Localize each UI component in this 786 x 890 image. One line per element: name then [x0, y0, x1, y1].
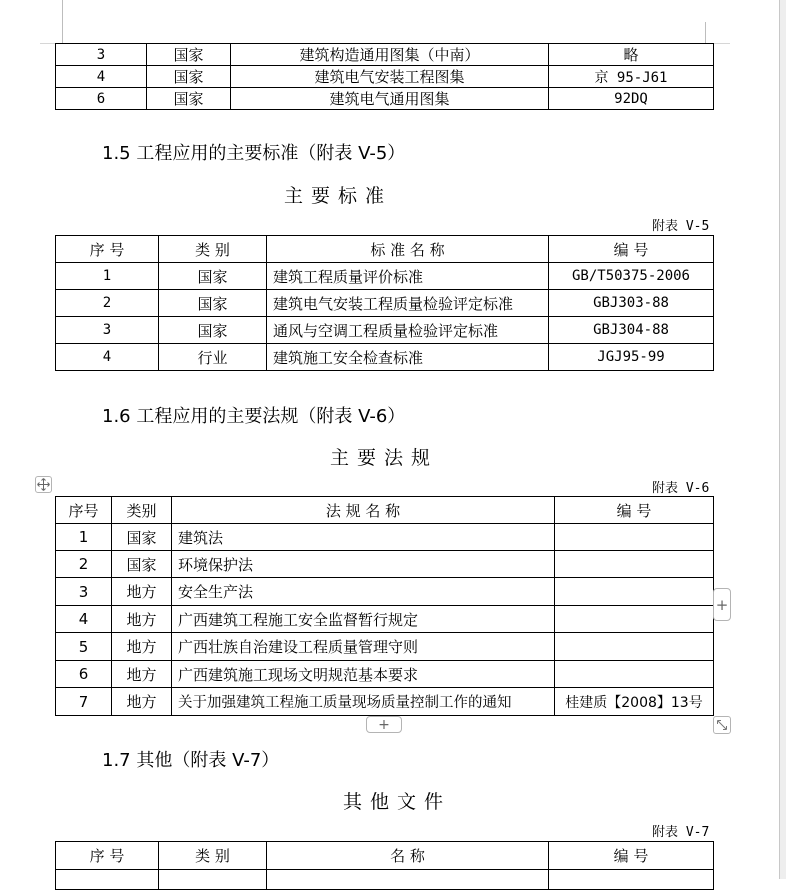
- cell-category: 行业: [159, 344, 267, 371]
- cell-name: 建筑电气通用图集: [231, 88, 549, 110]
- resize-diagonal-icon: [716, 719, 728, 731]
- cell-category: [159, 870, 267, 890]
- cell-category: 地方: [112, 633, 172, 661]
- cell-code: JGJ95-99: [549, 344, 714, 371]
- cell-code: 京 95-J61: [549, 66, 714, 88]
- table-row: [56, 263, 714, 290]
- cell-index: [56, 870, 159, 890]
- cell-category: 地方: [112, 606, 172, 633]
- table-resize-handle[interactable]: [713, 716, 731, 734]
- regulations-table: [55, 496, 714, 716]
- cell-name: 建筑施工安全检查标准: [267, 344, 549, 371]
- cell-index: 2: [56, 551, 112, 578]
- cell-code: [555, 551, 714, 578]
- cell-index: 3: [56, 44, 147, 66]
- section-heading-1-5: 1.5 工程应用的主要标准（附表 V-5）: [102, 143, 406, 164]
- table-row: [56, 606, 714, 633]
- cell-code: [555, 524, 714, 551]
- cell-name: [267, 870, 549, 890]
- table-row: [56, 88, 714, 110]
- cell-category: 国家: [112, 551, 172, 578]
- appendix-label-v5: 附表 V-5: [652, 219, 710, 234]
- cell-category: 国家: [159, 263, 267, 290]
- plus-icon: +: [378, 716, 390, 733]
- header-index: 序 号: [56, 236, 159, 263]
- cell-category: 国家: [159, 290, 267, 317]
- move-arrows-icon: [37, 478, 50, 491]
- cell-code: 略: [549, 44, 714, 66]
- cell-name: 广西建筑施工现场文明规范基本要求: [172, 661, 555, 688]
- cell-code: 92DQ: [549, 88, 714, 110]
- cell-category: 地方: [112, 578, 172, 606]
- header-name: 标 准 名 称: [267, 236, 549, 263]
- appendix-label-v7: 附表 V-7: [652, 825, 710, 840]
- cell-index: 3: [56, 317, 159, 344]
- table-title-other-documents: 其他文件: [343, 791, 452, 813]
- table-row: [56, 688, 714, 716]
- cell-index: 7: [56, 688, 112, 716]
- cell-code: [555, 633, 714, 661]
- plus-icon: +: [715, 595, 729, 614]
- cell-index: 1: [56, 524, 112, 551]
- cell-code: GBJ303-88: [549, 290, 714, 317]
- table-move-handle[interactable]: [35, 476, 52, 493]
- header-name: 法 规 名 称: [172, 497, 555, 524]
- header-category: 类 别: [159, 842, 267, 870]
- appendix-label-v6: 附表 V-6: [652, 481, 710, 496]
- standards-table: [55, 235, 714, 371]
- cell-name: 建筑构造通用图集（中南）: [231, 44, 549, 66]
- cell-category: 国家: [147, 88, 231, 110]
- cell-name: 安全生产法: [172, 578, 555, 606]
- cell-index: 5: [56, 633, 112, 661]
- section-heading-1-7: 1.7 其他（附表 V-7）: [102, 750, 280, 771]
- header-name: 名 称: [267, 842, 549, 870]
- table-row: [56, 661, 714, 688]
- cell-index: 1: [56, 263, 159, 290]
- cell-code: [555, 606, 714, 633]
- header-index: 序 号: [56, 842, 159, 870]
- cell-code: 桂建质【2008】13号: [555, 688, 714, 716]
- header-margin-marker: [705, 22, 706, 43]
- cell-category: 国家: [112, 524, 172, 551]
- table-row: [56, 870, 714, 890]
- table-row: [56, 66, 714, 88]
- cell-category: 国家: [147, 66, 231, 88]
- table-row: [56, 344, 714, 371]
- cell-name: 建筑法: [172, 524, 555, 551]
- cell-name: 建筑工程质量评价标准: [267, 263, 549, 290]
- cell-category: 国家: [159, 317, 267, 344]
- cell-category: 地方: [112, 661, 172, 688]
- cell-code: [555, 578, 714, 606]
- add-row-button[interactable]: [366, 716, 402, 733]
- header-code: 编 号: [555, 497, 714, 524]
- drawings-table: [55, 43, 714, 110]
- cell-name: 广西壮族自治建设工程质量管理守则: [172, 633, 555, 661]
- header-code: 编 号: [549, 236, 714, 263]
- cell-category: 国家: [147, 44, 231, 66]
- other-documents-table: [55, 841, 714, 890]
- table-title-standards: 主要标准: [284, 185, 393, 207]
- table-header-row: [56, 497, 714, 524]
- table-title-regulations: 主要法规: [330, 447, 439, 469]
- cell-code: [549, 870, 714, 890]
- cell-index: 6: [56, 661, 112, 688]
- table-row: [56, 633, 714, 661]
- cell-name: 建筑电气安装工程质量检验评定标准: [267, 290, 549, 317]
- cell-category: 地方: [112, 688, 172, 716]
- cell-index: 2: [56, 290, 159, 317]
- add-column-button[interactable]: [713, 588, 731, 621]
- section-heading-1-6: 1.6 工程应用的主要法规（附表 V-6）: [102, 406, 406, 427]
- table-header-row: [56, 236, 714, 263]
- table-row: [56, 44, 714, 66]
- cell-index: 6: [56, 88, 147, 110]
- cell-name: 环境保护法: [172, 551, 555, 578]
- table-header-row: [56, 842, 714, 870]
- cell-name: 通风与空调工程质量检验评定标准: [267, 317, 549, 344]
- header-margin-marker: [62, 0, 63, 43]
- cell-name: 建筑电气安装工程图集: [231, 66, 549, 88]
- cell-index: 4: [56, 606, 112, 633]
- table-row: [56, 551, 714, 578]
- header-index: 序号: [56, 497, 112, 524]
- header-category: 类别: [112, 497, 172, 524]
- table-row: [56, 578, 714, 606]
- table-row: [56, 317, 714, 344]
- table-row: [56, 524, 714, 551]
- cell-index: 4: [56, 66, 147, 88]
- header-category: 类 别: [159, 236, 267, 263]
- cell-index: 3: [56, 578, 112, 606]
- table-row: [56, 290, 714, 317]
- cell-name: 关于加强建筑工程施工质量现场质量控制工作的通知: [172, 688, 555, 716]
- header-code: 编 号: [549, 842, 714, 870]
- cell-index: 4: [56, 344, 159, 371]
- cell-code: GBJ304-88: [549, 317, 714, 344]
- cell-name: 广西建筑工程施工安全监督暂行规定: [172, 606, 555, 633]
- cell-code: GB/T50375-2006: [549, 263, 714, 290]
- page-gutter: [780, 0, 786, 879]
- cell-code: [555, 661, 714, 688]
